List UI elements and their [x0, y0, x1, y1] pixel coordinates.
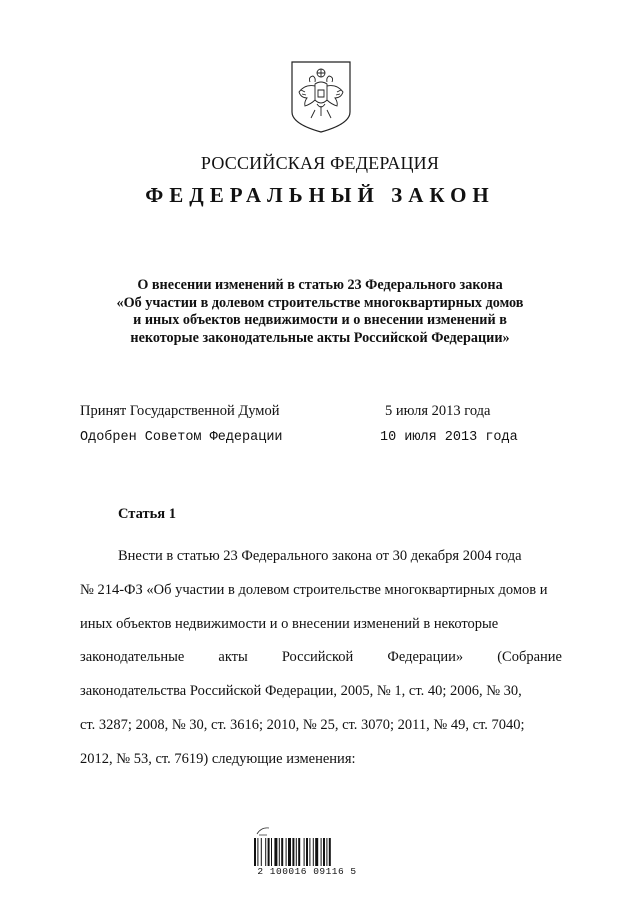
article-line: иных объектов недвижимости и о внесении изменений в некоторые	[80, 615, 499, 632]
article-body	[80, 540, 562, 777]
law-title-line: некоторые законодательные акты Российской Федерации»	[130, 329, 510, 346]
council-approval-label: Одобрен Советом Федерации	[80, 430, 283, 445]
council-approval-date: 10 июля 2013 года	[380, 430, 518, 445]
word: Российской	[281, 649, 354, 666]
law-title	[60, 277, 580, 347]
country-name: РОССИЙСКАЯ ФЕДЕРАЦИЯ	[200, 153, 440, 173]
article-line-justified	[80, 641, 562, 675]
article-line: ст. 3287; 2008, № 30, ст. 3616; 2010, № 25, ст. 3070; 2011, № 49, ст. 7040;	[80, 716, 525, 733]
article-line: № 214-ФЗ «Об участии в долевом строительстве многоквартирных домов и	[80, 581, 548, 598]
barcode-number: 2 100016 09116 5	[257, 866, 357, 877]
law-title-line: О внесении изменений в статью 23 Федерального закона	[137, 277, 503, 293]
duma-adoption-label: Принят Государственной Думой	[80, 403, 280, 419]
law-title-line: и иных объектов недвижимости и о внесении изменений в	[133, 312, 507, 328]
law-title-line: «Об участии в долевом строительстве многоквартирных домов	[116, 294, 524, 311]
duma-adoption-date: 5 июля 2013 года	[385, 403, 491, 419]
stamp-mark-icon	[256, 826, 270, 836]
article-line: 2012, № 53, ст. 7619) следующие изменения:	[80, 750, 356, 767]
barcode-icon	[254, 838, 354, 866]
article-heading: Статья 1	[118, 506, 176, 522]
word: Федерации»	[387, 649, 464, 666]
document-type: ФЕДЕРАЛЬНЫЙ ЗАКОН	[145, 183, 495, 207]
article-line: Внести в статью 23 Федерального закона от 30 декабря 2004 года	[118, 548, 522, 564]
word: законодательные	[80, 649, 185, 666]
article-line: законодательства Российской Федерации, 2005, № 1, ст. 40; 2006, № 30,	[80, 683, 522, 700]
word: (Собрание	[497, 649, 562, 666]
coat-of-arms-icon	[290, 60, 352, 134]
word: акты	[218, 649, 248, 666]
